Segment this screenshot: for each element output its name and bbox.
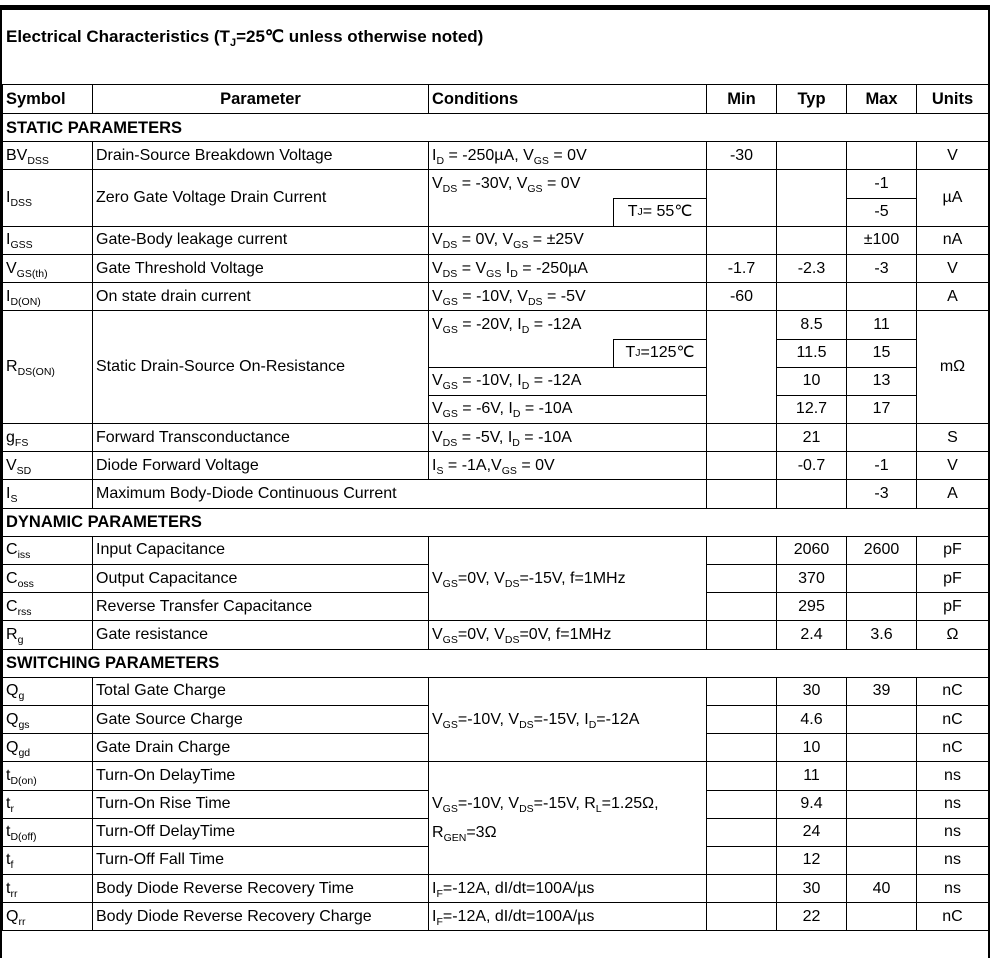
typ-cell: 11 [777, 762, 847, 790]
typ-cell: 2060 [777, 536, 847, 564]
min-cell: -1.7 [707, 254, 777, 282]
units-cell: V [917, 254, 989, 282]
header-units: Units [917, 85, 989, 114]
units-cell: V [917, 452, 989, 480]
parameter-cell: Zero Gate Voltage Drain Current [93, 170, 429, 226]
min-cell [707, 424, 777, 452]
units-cell: ns [917, 762, 989, 790]
symbol-cell: $R_{DS(ON)}$ [3, 311, 93, 424]
symbol-cell: $Q_{gs}$ [3, 705, 93, 733]
units-cell: nC [917, 734, 989, 762]
typ-cell: 10 [777, 367, 847, 395]
max-cell: 2600 [847, 536, 917, 564]
max-cell [847, 705, 917, 733]
min-cell: -60 [707, 283, 777, 311]
max-cell [847, 593, 917, 621]
conditions-cell: $I_D = -250\mu A$, $V_{GS} = 0V$ [429, 142, 707, 170]
conditions-cell: $V_{DS} = V_{GS}$ $I_D = -250\mu A$ [429, 254, 707, 282]
min-cell [707, 480, 777, 508]
max-cell [847, 565, 917, 593]
header-typ: Typ [777, 85, 847, 114]
max-cell [847, 762, 917, 790]
parameter-cell: Gate Threshold Voltage [93, 254, 429, 282]
symbol-cell: $t_{D(on)}$ [3, 762, 93, 790]
symbol-cell: $Q_g$ [3, 677, 93, 705]
symbol-cell: $C_{oss}$ [3, 565, 93, 593]
symbol-cell: $t_{rr}$ [3, 875, 93, 903]
typ-cell [777, 142, 847, 170]
typ-cell: 30 [777, 875, 847, 903]
section-dynamic-label: DYNAMIC PARAMETERS [3, 508, 989, 536]
min-cell [707, 621, 777, 649]
conditions-cell: $V_{DS} = 0V$, $V_{GS} = \pm 25V$ [429, 226, 707, 254]
typ-cell: 10 [777, 734, 847, 762]
min-cell [707, 677, 777, 705]
symbol-cell: $BV_{DSS}$ [3, 142, 93, 170]
typ-cell: 24 [777, 818, 847, 846]
parameter-cell: Diode Forward Voltage [93, 452, 429, 480]
typ-cell [777, 283, 847, 311]
symbol-cell: $R_g$ [3, 621, 93, 649]
units-cell: pF [917, 565, 989, 593]
typ-cell: -2.3 [777, 254, 847, 282]
typ-cell: 30 [777, 677, 847, 705]
table-row [3, 311, 989, 339]
parameter-cell: Drain-Source Breakdown Voltage [93, 142, 429, 170]
max-cell: 40 [847, 875, 917, 903]
parameter-cell: Body Diode Reverse Recovery Time [93, 875, 429, 903]
max-cell [847, 903, 917, 931]
table-row [3, 677, 989, 705]
symbol-cell: $Q_{gd}$ [3, 734, 93, 762]
parameter-cell: Total Gate Charge [93, 677, 429, 705]
parameter-cell: Forward Transconductance [93, 424, 429, 452]
section-switching-label: SWITCHING PARAMETERS [3, 649, 989, 677]
max-cell [847, 424, 917, 452]
symbol-cell: $Q_{rr}$ [3, 903, 93, 931]
table-row [3, 762, 989, 790]
conditions-cell: $V_{GS}=0V$, $V_{DS}=0V$, f=1MHz [429, 621, 707, 649]
units-cell: ns [917, 790, 989, 818]
units-cell: A [917, 283, 989, 311]
units-cell: ns [917, 846, 989, 874]
table-row [3, 142, 989, 170]
typ-cell: 4.6 [777, 705, 847, 733]
max-cell: 3.6 [847, 621, 917, 649]
max-cell: ±100 [847, 226, 917, 254]
conditions-cell: $V_{GS} = -10V$, $V_{DS} = -5V$ [429, 283, 707, 311]
parameter-cell: Static Drain-Source On-Resistance [93, 311, 429, 424]
symbol-cell: $C_{iss}$ [3, 536, 93, 564]
parameter-cell: Turn-On Rise Time [93, 790, 429, 818]
symbol-cell: $V_{GS(th)}$ [3, 254, 93, 282]
parameter-cell: Gate Source Charge [93, 705, 429, 733]
table-title: Electrical Characteristics ($T_J=25℃$ unless otherwise noted) [6, 27, 484, 49]
min-cell [707, 846, 777, 874]
conditions-cell: $I_F=-12A$, dI/dt=100A/µs [429, 903, 707, 931]
table-row [3, 254, 989, 282]
max-cell: 13 [847, 367, 917, 395]
typ-cell: -0.7 [777, 452, 847, 480]
min-cell [707, 565, 777, 593]
max-cell: -1 [847, 452, 917, 480]
conditions-cell: $V_{DS} = -30V$, $V_{GS} = 0V$ [429, 170, 707, 198]
max-cell: -5 [847, 198, 917, 226]
symbol-cell: $t_r$ [3, 790, 93, 818]
min-cell [707, 593, 777, 621]
parameter-cell: Gate Drain Charge [93, 734, 429, 762]
typ-cell: 12 [777, 846, 847, 874]
symbol-cell: $I_{DSS}$ [3, 170, 93, 226]
table-row [3, 226, 989, 254]
max-cell [847, 734, 917, 762]
conditions-cell: $I_F=-12A$, dI/dt=100A/µs [429, 875, 707, 903]
symbol-cell: $I_S$ [3, 480, 93, 508]
units-cell: ns [917, 875, 989, 903]
section-row-dynamic [3, 508, 989, 536]
min-cell [707, 790, 777, 818]
typ-cell: 11.5 [777, 339, 847, 367]
parameter-cell: On state drain current [93, 283, 429, 311]
units-cell: mΩ [917, 311, 989, 424]
min-cell [707, 818, 777, 846]
units-cell: nC [917, 903, 989, 931]
min-cell [707, 903, 777, 931]
typ-cell [777, 226, 847, 254]
symbol-cell: $t_f$ [3, 846, 93, 874]
conditions-cell: T J = 55℃ [429, 198, 707, 226]
conditions-cell: $V_{GS} = -6V$, $I_D = -10A$ [429, 395, 707, 423]
units-cell: nC [917, 677, 989, 705]
units-cell: ns [917, 818, 989, 846]
typ-cell: 2.4 [777, 621, 847, 649]
conditions-cell: $I_S = -1A,V_{GS} = 0V$ [429, 452, 707, 480]
units-cell: pF [917, 536, 989, 564]
parameter-cell: Reverse Transfer Capacitance [93, 593, 429, 621]
min-cell [707, 705, 777, 733]
typ-cell: 370 [777, 565, 847, 593]
header-min: Min [707, 85, 777, 114]
max-cell [847, 790, 917, 818]
table-row [3, 621, 989, 649]
conditions-cell: $V_{DS} = -5V$, $I_D = -10A$ [429, 424, 707, 452]
section-static-label: STATIC PARAMETERS [3, 114, 989, 142]
units-cell: nA [917, 226, 989, 254]
units-cell: V [917, 142, 989, 170]
table-row [3, 875, 989, 903]
min-cell: -30 [707, 142, 777, 170]
table-row [3, 170, 989, 198]
symbol-cell: $C_{rss}$ [3, 593, 93, 621]
electrical-characteristics-table [2, 84, 989, 931]
parameter-cell: Turn-Off Fall Time [93, 846, 429, 874]
table-row [3, 283, 989, 311]
header-symbol: Symbol [3, 85, 93, 114]
typ-cell [777, 170, 847, 226]
typ-cell: 12.7 [777, 395, 847, 423]
typ-cell: 9.4 [777, 790, 847, 818]
max-cell: -1 [847, 170, 917, 198]
min-cell [707, 734, 777, 762]
symbol-cell: $t_{D(off)}$ [3, 818, 93, 846]
table-row [3, 424, 989, 452]
typ-cell: 21 [777, 424, 847, 452]
table-row [3, 452, 989, 480]
conditions-cell: T J =125℃ [429, 339, 707, 367]
max-cell [847, 142, 917, 170]
header-max: Max [847, 85, 917, 114]
min-cell [707, 452, 777, 480]
typ-cell: 8.5 [777, 311, 847, 339]
parameter-cell: Gate resistance [93, 621, 429, 649]
section-row-switching [3, 649, 989, 677]
min-cell [707, 762, 777, 790]
max-cell: 11 [847, 311, 917, 339]
table-row [3, 903, 989, 931]
min-cell [707, 311, 777, 424]
symbol-cell: $I_{D(ON)}$ [3, 283, 93, 311]
symbol-cell: $I_{GSS}$ [3, 226, 93, 254]
header-row [3, 85, 989, 114]
table-row [3, 536, 989, 564]
max-cell: -3 [847, 254, 917, 282]
parameter-cell: Turn-Off DelayTime [93, 818, 429, 846]
min-cell [707, 170, 777, 226]
parameter-cell: Gate-Body leakage current [93, 226, 429, 254]
max-cell [847, 846, 917, 874]
conditions-cell: $V_{GS} = -20V$, $I_D = -12A$ [429, 311, 707, 339]
symbol-cell: $V_{SD}$ [3, 452, 93, 480]
parameter-cell: Turn-On DelayTime [93, 762, 429, 790]
parameter-cell: Maximum Body-Diode Continuous Current [93, 480, 707, 508]
min-cell [707, 226, 777, 254]
conditions-cell: $V_{GS} = -10V$, $I_D = -12A$ [429, 367, 707, 395]
units-cell: pF [917, 593, 989, 621]
max-cell [847, 818, 917, 846]
conditions-cell: $V_{GS}=-10V$, $V_{DS}=-15V$, $R_L=1.25\Omega$, $R_{GEN}=3\Omega$ [429, 762, 707, 875]
header-parameter: Parameter [93, 85, 429, 114]
max-cell [847, 283, 917, 311]
min-cell [707, 875, 777, 903]
max-cell: 17 [847, 395, 917, 423]
header-conditions: Conditions [429, 85, 707, 114]
typ-cell [777, 480, 847, 508]
units-cell: Ω [917, 621, 989, 649]
max-cell: 15 [847, 339, 917, 367]
symbol-cell: $g_{FS}$ [3, 424, 93, 452]
units-cell: µA [917, 170, 989, 226]
parameter-cell: Body Diode Reverse Recovery Charge [93, 903, 429, 931]
max-cell: -3 [847, 480, 917, 508]
max-cell: 39 [847, 677, 917, 705]
units-cell: S [917, 424, 989, 452]
typ-cell: 22 [777, 903, 847, 931]
min-cell [707, 536, 777, 564]
conditions-cell: $V_{GS}=-10V$, $V_{DS}=-15V$, $I_D=-12A$ [429, 677, 707, 762]
parameter-cell: Output Capacitance [93, 565, 429, 593]
typ-cell: 295 [777, 593, 847, 621]
units-cell: A [917, 480, 989, 508]
section-row-static [3, 114, 989, 142]
parameter-cell: Input Capacitance [93, 536, 429, 564]
conditions-cell: $V_{GS}=0V$, $V_{DS}=-15V$, f=1MHz [429, 536, 707, 621]
table-row [3, 480, 989, 508]
top-rule [0, 5, 990, 10]
units-cell: nC [917, 705, 989, 733]
